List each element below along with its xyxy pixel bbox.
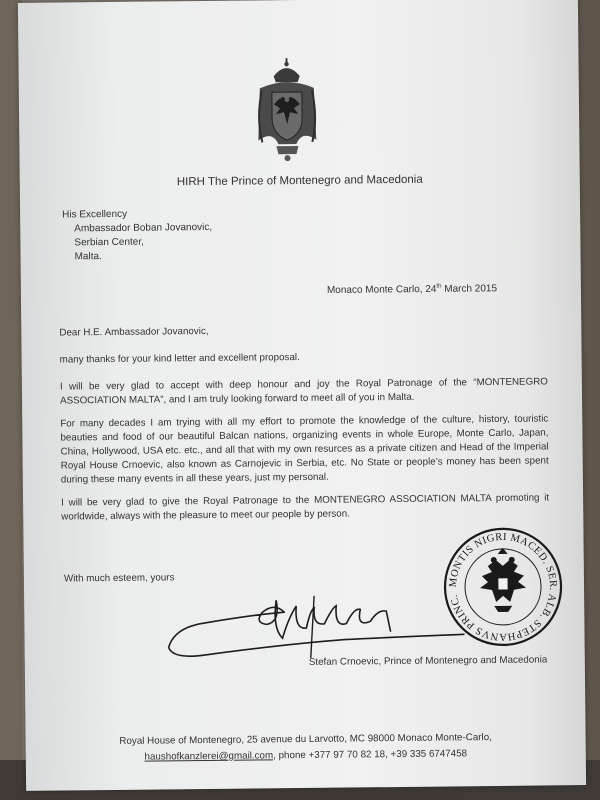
- recipient-address: [62, 207, 212, 265]
- letter-body: [59, 321, 549, 524]
- recipient-line-2: Ambassador Boban Jovanovic,: [74, 221, 213, 235]
- footer-phone: , phone +377 97 70 82 18, +39 335 6747458: [273, 748, 468, 762]
- svg-text:MONTIS NIGRI MACED. SER. ALB.: MONTIS NIGRI MACED. SER. ALB. STEPHANVS PRINC.: [447, 531, 559, 642]
- letter-date: [327, 283, 497, 296]
- recipient-line-1: His Excellency: [62, 208, 128, 221]
- salutation: Dear H.E. Ambassador Jovanovic,: [59, 325, 209, 339]
- paragraph-3: For many decades I am trying with all my effort to promote the knowledge of the culture, history, touristic beauties and food of our beautiful Balcan nations, organizing events in whole Europe, Monte Carlo, Japan, China, Hollywood, USA etc. etc., and all that with my own resurces as a private citizen and Head of the Imperial Royal House Crnoevic, also known as Carnojevic in Serbia, etc. No State or people’s money has been spent during these many events in all these years, just my personal.: [60, 413, 549, 486]
- footer-contact: [26, 747, 586, 764]
- recipient-line-3: Serbian Center,: [74, 236, 144, 249]
- coat-of-arms-icon: [251, 58, 322, 164]
- paragraph-1: many thanks for your kind letter and excellent proposal.: [59, 352, 300, 366]
- footer-email-link[interactable]: haushofkanzlerei@gmail.com: [144, 750, 274, 763]
- closing: With much esteem, yours: [63, 572, 175, 585]
- paragraph-4: I will be very glad to give the Royal Patronage to the MONTENEGRO ASSOCIATION MALTA promoting it worldwide, always with the pleasure to meet our people by person.: [61, 492, 550, 523]
- recipient-line-4: Malta.: [74, 251, 102, 263]
- letter-page: [18, 0, 586, 791]
- paragraph-2: I will be very glad to accept with deep honour and joy the Royal Patronage of the “MONTENEGRO ASSOCIATION MALTA”, and I am truly looking forward to meet all of you in Malta.: [59, 376, 548, 407]
- signer-name: Stefan Crnoevic, Prince of Montenegro and Macedonia: [308, 654, 548, 668]
- letter-heading: HIRH The Prince of Montenegro and Macedonia: [176, 173, 423, 189]
- royal-seal-stamp: [441, 525, 564, 648]
- date-ordinal: th: [436, 283, 442, 290]
- footer-address: Royal House of Montenegro, 25 avenue du Larvotto, MC 98000 Monaco Monte-Carlo,: [119, 732, 492, 747]
- date-suffix: March 2015: [441, 283, 498, 295]
- date-prefix: Monaco Monte Carlo, 24: [326, 283, 437, 297]
